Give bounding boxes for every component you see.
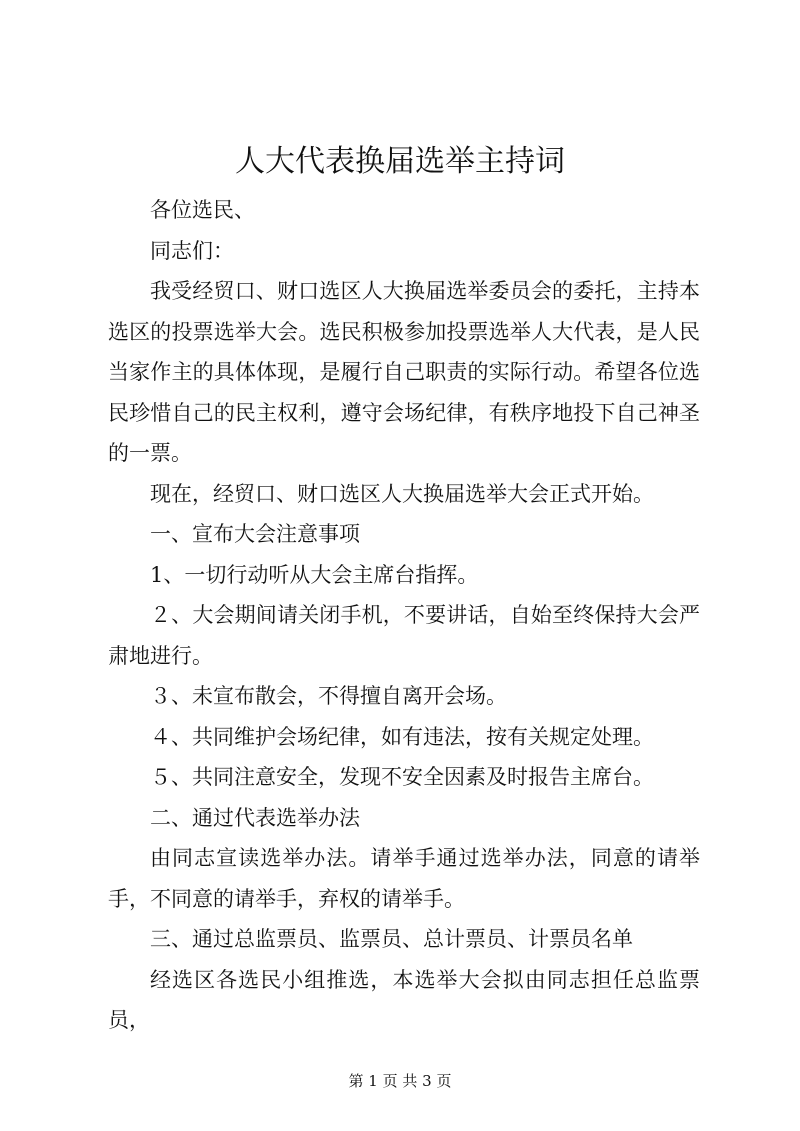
paragraph-opening: 现在，经贸口、财口选区人大换届选举大会正式开始。 (150, 481, 654, 506)
section-heading-3: 三、通过总监票员、监票员、总计票员、计票员名单 (150, 927, 633, 951)
paragraph-salutation-2: 同志们： (150, 238, 234, 263)
document-body (108, 190, 700, 1041)
section-heading-2: 二、通过代表选举办法 (150, 805, 360, 830)
list-item-1: 1、一切行动听从大会主席台指挥。 (150, 562, 479, 587)
paragraph-salutation-1: 各位选民、 (150, 198, 255, 222)
list-item-5: ５、共同注意安全，发现不安全因素及时报告主席台。 (150, 765, 654, 789)
paragraph-intro: 我受经贸口、财口选区人大换届选举委员会的委托，主持本选区的投票选举大会。选民积极参加投票选举人大代表，是人民当家作主的具体体现，是履行自己职责的实际行动。希望各位选民珍惜自己的民主权利，遵守会场纪律，有秩序地投下自己神圣的一票。 (108, 279, 700, 465)
list-item-3: ３、未宣布散会，不得擅自离开会场。 (150, 684, 507, 708)
section-heading-1: 一、宣布大会注意事项 (150, 522, 360, 546)
paragraph-monitors: 经选区各选民小组推选，本选举大会拟由同志担任总监票员， (108, 967, 700, 1032)
page-number: 第 1 页 共 3 页 (348, 1072, 452, 1090)
list-item-4: ４、共同维护会场纪律，如有违法，按有关规定处理。 (150, 724, 654, 749)
list-item-2: ２、大会期间请关闭手机，不要讲话，自始至终保持大会严肃地进行。 (108, 603, 700, 668)
paragraph-voting-method: 由同志宣读选举办法。请举手通过选举办法，同意的请举手，不同意的请举手，弃权的请举手。 (108, 846, 700, 911)
document-title: 人大代表换届选举主持词 (235, 144, 565, 179)
